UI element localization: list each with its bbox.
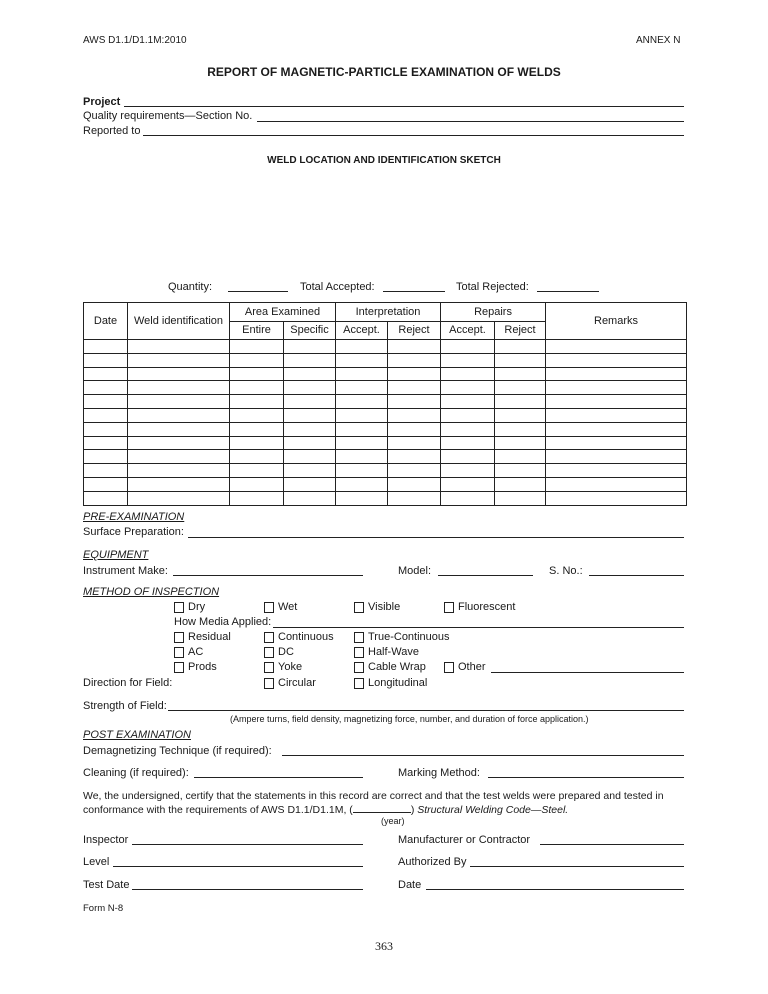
table-cell[interactable] bbox=[441, 464, 495, 478]
method-heading: METHOD OF INSPECTION bbox=[83, 586, 220, 598]
table-cell[interactable] bbox=[495, 436, 546, 450]
model-label: Model: bbox=[398, 565, 432, 577]
dry-label: Dry bbox=[188, 601, 206, 613]
table-cell[interactable] bbox=[230, 395, 284, 409]
table-row bbox=[84, 340, 687, 354]
annex-label: ANNEX N bbox=[636, 35, 681, 46]
table-cell[interactable] bbox=[284, 353, 336, 367]
table-cell[interactable] bbox=[388, 477, 441, 491]
table-cell[interactable] bbox=[128, 450, 230, 464]
table-cell[interactable] bbox=[546, 353, 687, 367]
report-title: REPORT OF MAGNETIC-PARTICLE EXAMINATION OF WELDS bbox=[207, 65, 561, 79]
project-field[interactable] bbox=[124, 106, 684, 107]
table-cell[interactable] bbox=[495, 381, 546, 395]
date-field[interactable] bbox=[426, 889, 684, 890]
how-media-field[interactable] bbox=[273, 627, 684, 628]
table-cell[interactable] bbox=[284, 450, 336, 464]
true-continuous-checkbox[interactable] bbox=[354, 632, 364, 643]
table-row bbox=[84, 422, 687, 436]
table-cell[interactable] bbox=[128, 436, 230, 450]
table-cell[interactable] bbox=[128, 340, 230, 354]
marking-label: Marking Method: bbox=[398, 767, 480, 779]
continuous-checkbox[interactable] bbox=[264, 632, 274, 643]
other-checkbox[interactable] bbox=[444, 662, 454, 673]
table-cell[interactable] bbox=[336, 340, 388, 354]
cleaning-field[interactable] bbox=[194, 777, 363, 778]
table-cell[interactable] bbox=[495, 422, 546, 436]
entire-header: Entire bbox=[230, 321, 284, 340]
quality-field[interactable] bbox=[257, 121, 684, 122]
table-cell[interactable] bbox=[84, 436, 128, 450]
standard-reference: AWS D1.1/D1.1M:2010 bbox=[83, 35, 187, 46]
table-cell[interactable] bbox=[441, 422, 495, 436]
post-exam-heading: POST EXAMINATION bbox=[83, 729, 191, 741]
residual-label: Residual bbox=[188, 631, 231, 643]
table-cell[interactable] bbox=[284, 464, 336, 478]
table-cell[interactable] bbox=[495, 353, 546, 367]
table-cell[interactable] bbox=[546, 367, 687, 381]
certify-line-1: We, the undersigned, certify that the statements in this record are correct and that the test welds were prepared and tested in bbox=[83, 790, 664, 802]
accepted-label: Total Accepted: bbox=[300, 281, 375, 293]
table-cell[interactable] bbox=[284, 422, 336, 436]
table-row bbox=[84, 367, 687, 381]
visible-label: Visible bbox=[368, 601, 401, 613]
circular-checkbox[interactable] bbox=[264, 678, 274, 689]
demag-field[interactable] bbox=[282, 755, 684, 756]
table-cell[interactable] bbox=[336, 450, 388, 464]
table-cell[interactable] bbox=[441, 353, 495, 367]
repairs-header: Repairs bbox=[441, 303, 546, 322]
table-cell[interactable] bbox=[441, 436, 495, 450]
specific-header: Specific bbox=[284, 321, 336, 340]
residual-checkbox[interactable] bbox=[174, 632, 184, 643]
remarks-header: Remarks bbox=[546, 303, 687, 340]
area-examined-header: Area Examined bbox=[230, 303, 336, 322]
table-cell[interactable] bbox=[336, 381, 388, 395]
table-row bbox=[84, 381, 687, 395]
table-cell[interactable] bbox=[546, 491, 687, 505]
reported-label: Reported to bbox=[83, 125, 141, 137]
cable-wrap-checkbox[interactable] bbox=[354, 662, 364, 673]
table-cell[interactable] bbox=[230, 422, 284, 436]
authorized-label: Authorized By bbox=[398, 856, 467, 868]
test-date-label: Test Date bbox=[83, 879, 130, 891]
table-cell[interactable] bbox=[128, 353, 230, 367]
table-cell[interactable] bbox=[336, 408, 388, 422]
continuous-label: Continuous bbox=[278, 631, 334, 643]
dry-checkbox[interactable] bbox=[174, 602, 184, 613]
table-cell[interactable] bbox=[284, 367, 336, 381]
longitudinal-label: Longitudinal bbox=[368, 677, 428, 689]
table-row bbox=[84, 353, 687, 367]
wet-checkbox[interactable] bbox=[264, 602, 274, 613]
project-label: Project bbox=[83, 96, 121, 108]
table-cell[interactable] bbox=[230, 408, 284, 422]
strength-field[interactable] bbox=[168, 710, 684, 711]
table-cell[interactable] bbox=[84, 381, 128, 395]
table-cell[interactable] bbox=[84, 477, 128, 491]
table-cell[interactable] bbox=[284, 477, 336, 491]
level-label: Level bbox=[83, 856, 110, 868]
dc-checkbox[interactable] bbox=[264, 647, 274, 658]
year-field[interactable] bbox=[353, 803, 411, 813]
table-cell[interactable] bbox=[128, 477, 230, 491]
weld-id-header: Weld identification bbox=[128, 303, 230, 340]
test-date-field[interactable] bbox=[132, 889, 363, 890]
table-cell[interactable] bbox=[388, 367, 441, 381]
table-cell[interactable] bbox=[128, 491, 230, 505]
rejected-label: Total Rejected: bbox=[456, 281, 529, 293]
table-cell[interactable] bbox=[84, 450, 128, 464]
table-cell[interactable] bbox=[84, 491, 128, 505]
table-cell[interactable] bbox=[388, 422, 441, 436]
table-cell[interactable] bbox=[546, 340, 687, 354]
visible-checkbox[interactable] bbox=[354, 602, 364, 613]
quantity-field[interactable] bbox=[228, 291, 288, 292]
table-cell[interactable] bbox=[230, 491, 284, 505]
how-media-label: How Media Applied: bbox=[174, 616, 272, 628]
table-cell[interactable] bbox=[388, 450, 441, 464]
year-label: (year) bbox=[381, 816, 405, 826]
sketch-title: WELD LOCATION AND IDENTIFICATION SKETCH bbox=[267, 155, 501, 166]
table-cell[interactable] bbox=[336, 477, 388, 491]
table-cell[interactable] bbox=[388, 353, 441, 367]
table-cell[interactable] bbox=[441, 395, 495, 409]
ac-checkbox[interactable] bbox=[174, 647, 184, 658]
table-cell[interactable] bbox=[546, 408, 687, 422]
interp-accept-header: Accept. bbox=[336, 321, 388, 340]
table-cell[interactable] bbox=[284, 340, 336, 354]
table-row bbox=[84, 491, 687, 505]
table-cell[interactable] bbox=[336, 395, 388, 409]
table-cell[interactable] bbox=[230, 353, 284, 367]
table-cell[interactable] bbox=[128, 408, 230, 422]
table-cell[interactable] bbox=[495, 408, 546, 422]
table-cell[interactable] bbox=[230, 367, 284, 381]
yoke-label: Yoke bbox=[278, 661, 303, 673]
table-cell[interactable] bbox=[495, 477, 546, 491]
table-cell[interactable] bbox=[84, 395, 128, 409]
sno-label: S. No.: bbox=[549, 565, 583, 577]
inspector-label: Inspector bbox=[83, 834, 129, 846]
date-label: Date bbox=[398, 879, 422, 891]
table-cell[interactable] bbox=[441, 367, 495, 381]
other-field[interactable] bbox=[491, 672, 684, 673]
table-cell[interactable] bbox=[336, 367, 388, 381]
table-cell[interactable] bbox=[495, 464, 546, 478]
prods-checkbox[interactable] bbox=[174, 662, 184, 673]
date-header: Date bbox=[84, 303, 128, 340]
table-cell[interactable] bbox=[441, 491, 495, 505]
table-row bbox=[84, 395, 687, 409]
table-row bbox=[84, 436, 687, 450]
fluorescent-checkbox[interactable] bbox=[444, 602, 454, 613]
table-cell[interactable] bbox=[495, 395, 546, 409]
table-cell[interactable] bbox=[336, 464, 388, 478]
marking-field[interactable] bbox=[488, 777, 684, 778]
table-cell[interactable] bbox=[128, 395, 230, 409]
table-cell[interactable] bbox=[546, 464, 687, 478]
half-wave-label: Half-Wave bbox=[368, 646, 419, 658]
repairs-accept-header: Accept. bbox=[441, 321, 495, 340]
table-cell[interactable] bbox=[546, 381, 687, 395]
ac-label: AC bbox=[188, 646, 204, 658]
table-cell[interactable] bbox=[336, 491, 388, 505]
manufacturer-field[interactable] bbox=[540, 844, 684, 845]
table-row bbox=[84, 450, 687, 464]
table-cell[interactable] bbox=[84, 340, 128, 354]
strength-note: (Ampere turns, field density, magnetizing force, number, and duration of force application.) bbox=[230, 714, 589, 724]
table-cell[interactable] bbox=[128, 381, 230, 395]
table-cell[interactable] bbox=[84, 408, 128, 422]
table-cell[interactable] bbox=[284, 436, 336, 450]
strength-label: Strength of Field: bbox=[83, 700, 167, 712]
certify-text-a: conformance with the requirements of AWS D1.1/D1.1M, ( bbox=[83, 804, 353, 816]
table-cell[interactable] bbox=[495, 450, 546, 464]
table-cell[interactable] bbox=[441, 477, 495, 491]
table-cell[interactable] bbox=[388, 381, 441, 395]
table-cell[interactable] bbox=[284, 381, 336, 395]
table-cell[interactable] bbox=[230, 477, 284, 491]
prods-label: Prods bbox=[188, 661, 217, 673]
table-cell[interactable] bbox=[495, 367, 546, 381]
table-cell[interactable] bbox=[84, 422, 128, 436]
demag-label: Demagnetizing Technique (if required): bbox=[83, 745, 272, 757]
table-cell[interactable] bbox=[230, 464, 284, 478]
table-cell[interactable] bbox=[388, 340, 441, 354]
table-row bbox=[84, 408, 687, 422]
form-number: Form N-8 bbox=[83, 903, 124, 914]
level-field[interactable] bbox=[113, 866, 363, 867]
quantity-label: Quantity: bbox=[168, 281, 213, 293]
table-cell[interactable] bbox=[546, 450, 687, 464]
direction-label: Direction for Field: bbox=[83, 677, 173, 689]
table-cell[interactable] bbox=[441, 381, 495, 395]
table-cell[interactable] bbox=[388, 408, 441, 422]
page-number: 363 bbox=[375, 939, 393, 953]
sno-field[interactable] bbox=[589, 575, 684, 576]
table-cell[interactable] bbox=[128, 464, 230, 478]
reported-field[interactable] bbox=[143, 135, 684, 136]
cable-wrap-label: Cable Wrap bbox=[368, 661, 426, 673]
table-cell[interactable] bbox=[546, 436, 687, 450]
examination-table bbox=[83, 302, 687, 506]
table-cell[interactable] bbox=[84, 353, 128, 367]
table-cell[interactable] bbox=[230, 340, 284, 354]
yoke-checkbox[interactable] bbox=[264, 662, 274, 673]
table-cell[interactable] bbox=[84, 367, 128, 381]
table-cell[interactable] bbox=[230, 436, 284, 450]
pre-exam-heading: PRE-EXAMINATION bbox=[83, 511, 185, 523]
table-cell[interactable] bbox=[230, 381, 284, 395]
table-cell[interactable] bbox=[546, 422, 687, 436]
rejected-field[interactable] bbox=[537, 291, 599, 292]
table-cell[interactable] bbox=[441, 340, 495, 354]
circular-label: Circular bbox=[278, 677, 316, 689]
table-cell[interactable] bbox=[441, 450, 495, 464]
table-cell[interactable] bbox=[495, 340, 546, 354]
fluorescent-label: Fluorescent bbox=[458, 601, 516, 613]
table-cell[interactable] bbox=[388, 436, 441, 450]
authorized-field[interactable] bbox=[470, 866, 684, 867]
table-cell[interactable] bbox=[336, 353, 388, 367]
model-field[interactable] bbox=[438, 575, 533, 576]
table-cell[interactable] bbox=[495, 491, 546, 505]
table-cell[interactable] bbox=[284, 491, 336, 505]
table-cell[interactable] bbox=[336, 422, 388, 436]
instrument-make-label: Instrument Make: bbox=[83, 565, 168, 577]
true-continuous-label: True-Continuous bbox=[368, 631, 450, 643]
table-cell[interactable] bbox=[336, 436, 388, 450]
surface-prep-label: Surface Preparation: bbox=[83, 526, 184, 538]
interp-reject-header: Reject bbox=[388, 321, 441, 340]
cleaning-label: Cleaning (if required): bbox=[83, 767, 189, 779]
table-cell[interactable] bbox=[284, 395, 336, 409]
table-cell[interactable] bbox=[441, 408, 495, 422]
table-cell[interactable] bbox=[388, 491, 441, 505]
table-row bbox=[84, 464, 687, 478]
table-cell[interactable] bbox=[546, 477, 687, 491]
quality-label: Quality requirements—Section No. bbox=[83, 110, 253, 122]
table-cell[interactable] bbox=[388, 395, 441, 409]
other-label: Other bbox=[458, 661, 486, 673]
wet-label: Wet bbox=[278, 601, 298, 613]
table-cell[interactable] bbox=[230, 450, 284, 464]
table-row bbox=[84, 477, 687, 491]
interpretation-header: Interpretation bbox=[336, 303, 441, 322]
half-wave-checkbox[interactable] bbox=[354, 647, 364, 658]
inspector-field[interactable] bbox=[132, 844, 363, 845]
equipment-heading: EQUIPMENT bbox=[83, 549, 149, 561]
code-title: Structural Welding Code—Steel. bbox=[417, 804, 569, 816]
surface-prep-field[interactable] bbox=[188, 537, 684, 538]
longitudinal-checkbox[interactable] bbox=[354, 678, 364, 689]
table-cell[interactable] bbox=[84, 464, 128, 478]
accepted-field[interactable] bbox=[383, 291, 445, 292]
table-cell[interactable] bbox=[284, 408, 336, 422]
table-cell[interactable] bbox=[128, 422, 230, 436]
table-cell[interactable] bbox=[128, 367, 230, 381]
certify-text-b: ) bbox=[410, 804, 418, 816]
repairs-reject-header: Reject bbox=[495, 321, 546, 340]
table-cell[interactable] bbox=[388, 464, 441, 478]
manufacturer-label: Manufacturer or Contractor bbox=[398, 834, 531, 846]
dc-label: DC bbox=[278, 646, 294, 658]
instrument-make-field[interactable] bbox=[173, 575, 363, 576]
table-cell[interactable] bbox=[546, 395, 687, 409]
certify-line-2 bbox=[83, 803, 568, 816]
